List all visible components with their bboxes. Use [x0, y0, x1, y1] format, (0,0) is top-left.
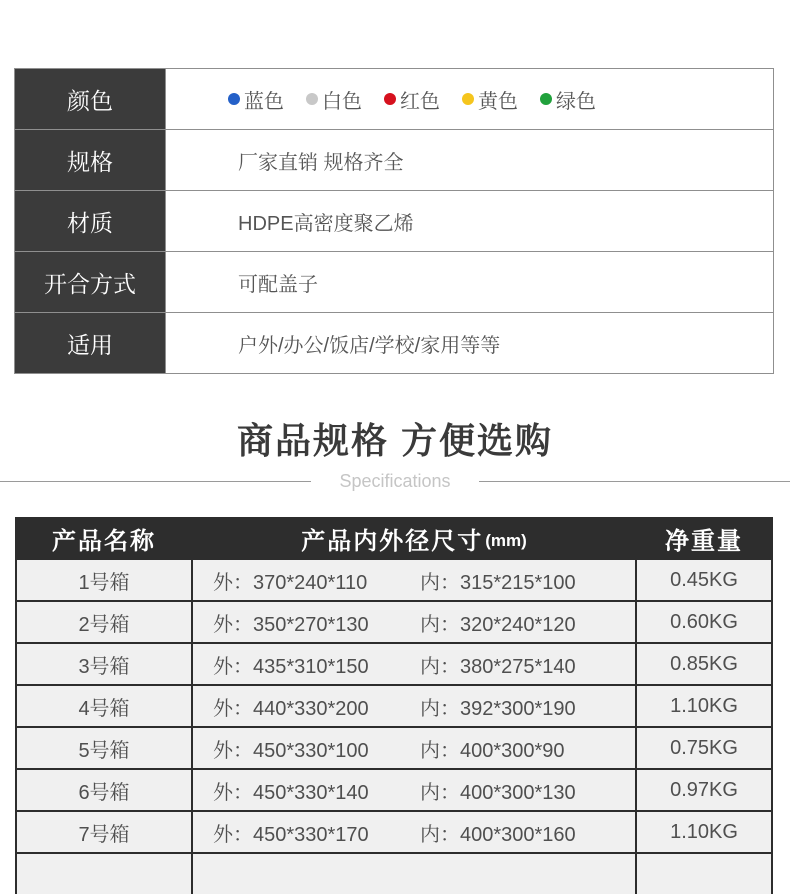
color-options — [166, 69, 773, 129]
net-weight: 0.75KG — [670, 736, 738, 759]
section-title: 商品规格 方便选购 — [236, 420, 553, 461]
product-dimensions — [193, 854, 637, 894]
net-weight: 1.10KG — [670, 694, 738, 717]
product-name: 3号箱 — [17, 644, 193, 684]
attribute-label: 材质 — [15, 191, 166, 251]
color-option — [384, 85, 440, 114]
inner-dimension: 内：320*240*120 — [420, 613, 576, 636]
table-row — [17, 558, 771, 600]
inner-dimension: 内：400*300*90 — [420, 739, 565, 762]
attribute-label: 适用 — [15, 313, 166, 373]
color-option-label: 白色 — [322, 90, 362, 113]
attribute-value: 厂家直销 规格齐全 — [166, 130, 773, 190]
color-option-label: 绿色 — [556, 90, 596, 113]
attribute-label: 颜色 — [15, 69, 166, 129]
subtitle-text: Specifications — [339, 471, 451, 491]
product-name: 2号箱 — [17, 602, 193, 642]
inner-dimension: 内：400*300*130 — [420, 781, 576, 804]
outer-dimension: 外：435*310*150 — [213, 655, 369, 678]
color-option-label: 蓝色 — [244, 90, 284, 113]
header-dimensions — [193, 519, 637, 558]
inner-dimension: 内：315*215*100 — [420, 571, 576, 594]
product-name: 4号箱 — [17, 686, 193, 726]
red-dot-icon — [384, 93, 396, 105]
subtitle-left-rule — [0, 481, 311, 482]
product-name: 5号箱 — [17, 728, 193, 768]
outer-dimension: 外：450*330*140 — [213, 781, 369, 804]
product-name: 1号箱 — [17, 560, 193, 600]
product-name: 6号箱 — [17, 770, 193, 810]
table-row — [17, 684, 771, 726]
section-subtitle — [0, 471, 790, 492]
outer-dimension: 外：370*240*110 — [213, 571, 368, 594]
color-option-label: 黄色 — [478, 90, 518, 113]
product-dimensions — [193, 728, 637, 768]
table-row — [17, 726, 771, 768]
net-weight: 0.45KG — [670, 568, 738, 591]
color-option — [462, 85, 518, 114]
size-table-header — [17, 519, 771, 558]
yellow-dot-icon — [462, 93, 474, 105]
attribute-row-material — [15, 191, 773, 252]
color-option — [306, 85, 362, 114]
table-row — [17, 642, 771, 684]
header-product-name: 产品名称 — [17, 519, 193, 558]
attribute-label: 开合方式 — [15, 252, 166, 312]
net-weight: 0.85KG — [670, 652, 738, 675]
product-dimensions — [193, 812, 637, 852]
product-dimensions — [193, 644, 637, 684]
attribute-value: HDPE高密度聚乙烯 — [166, 191, 773, 251]
white-dot-icon — [306, 93, 318, 105]
table-row — [17, 768, 771, 810]
table-row — [17, 600, 771, 642]
color-option — [228, 85, 284, 114]
outer-dimension: 外：440*330*200 — [213, 697, 369, 720]
inner-dimension: 内：392*300*190 — [420, 697, 576, 720]
product-attributes-table — [14, 68, 774, 374]
table-row-partial — [17, 852, 771, 894]
subtitle-right-rule — [479, 481, 790, 482]
attribute-label: 规格 — [15, 130, 166, 190]
blue-dot-icon — [228, 93, 240, 105]
net-weight: 0.97KG — [670, 778, 738, 801]
attribute-row-opening — [15, 252, 773, 313]
net-weight: 0.60KG — [670, 610, 738, 633]
header-dimensions-text: 产品内外径尺寸 — [301, 528, 484, 555]
net-weight: 1.10KG — [670, 820, 738, 843]
product-dimensions — [193, 686, 637, 726]
attribute-row-usage — [15, 313, 773, 373]
attribute-row-spec — [15, 130, 773, 191]
size-spec-table — [15, 517, 773, 894]
header-net-weight: 净重量 — [665, 528, 743, 555]
product-dimensions — [193, 560, 637, 600]
attribute-value: 可配盖子 — [166, 252, 773, 312]
outer-dimension: 外：450*330*100 — [213, 739, 369, 762]
inner-dimension: 内：400*300*160 — [420, 823, 576, 846]
table-row — [17, 810, 771, 852]
product-name: 7号箱 — [17, 812, 193, 852]
product-name — [17, 854, 193, 894]
product-dimensions — [193, 602, 637, 642]
attribute-row-color — [15, 69, 773, 130]
attribute-value: 户外/办公/饭店/学校/家用等等 — [166, 313, 773, 373]
color-option-label: 红色 — [400, 90, 440, 113]
outer-dimension: 外：350*270*130 — [213, 613, 369, 636]
green-dot-icon — [540, 93, 552, 105]
color-option — [540, 85, 596, 114]
product-dimensions — [193, 770, 637, 810]
outer-dimension: 外：450*330*170 — [213, 823, 369, 846]
inner-dimension: 内：380*275*140 — [420, 655, 576, 678]
net-weight — [637, 854, 771, 894]
header-dimensions-unit: (mm) — [485, 530, 527, 550]
